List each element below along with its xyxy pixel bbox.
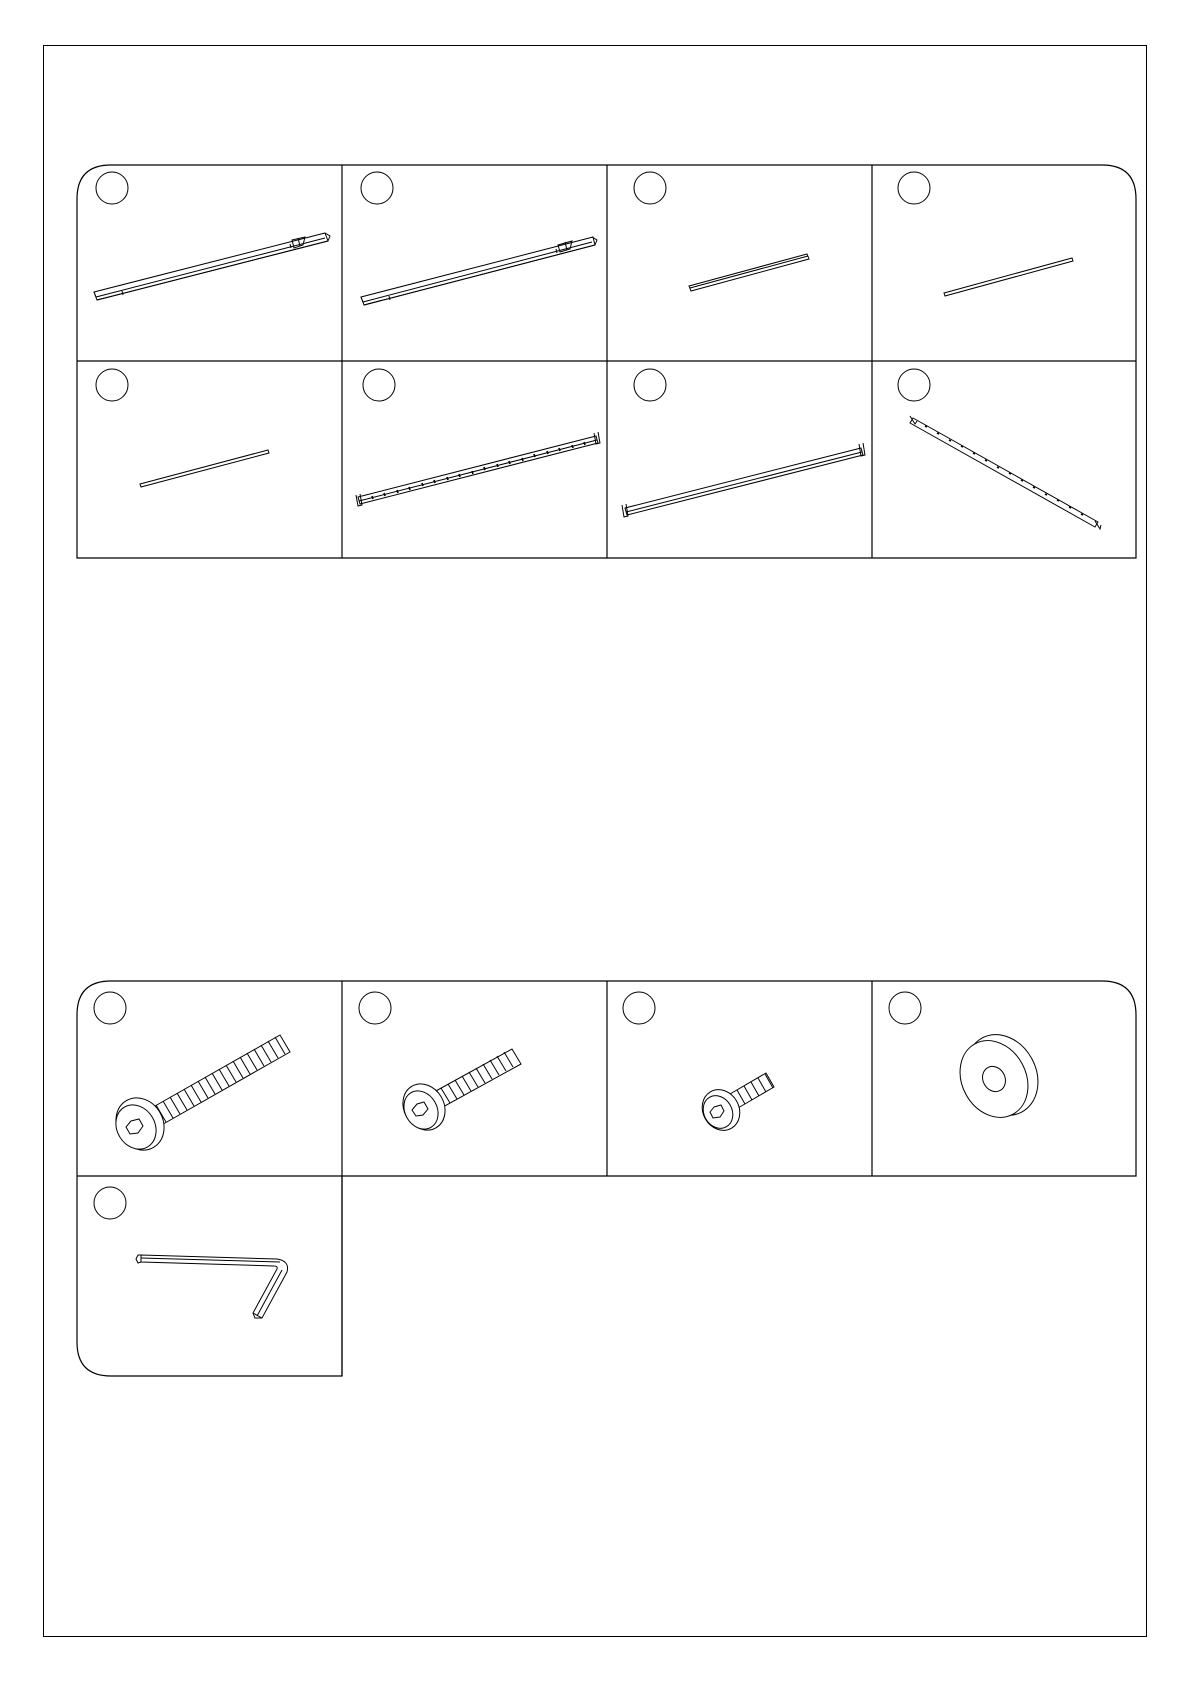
part-cell-a6 — [356, 369, 600, 506]
washer-icon — [947, 1022, 1052, 1129]
short-rod-icon — [689, 254, 809, 291]
thin-rod-icon — [944, 258, 1073, 296]
long-flat-bar-icon — [622, 443, 865, 517]
part-cell-a3 — [634, 172, 809, 291]
part-number-circle — [94, 1187, 126, 1219]
part-number-circle — [898, 172, 930, 204]
part-number-circle — [898, 369, 930, 401]
part-cell-a4 — [898, 172, 1073, 296]
part-cell-b2 — [359, 992, 521, 1138]
part-cell-a1 — [94, 172, 330, 300]
part-number-circle — [361, 172, 393, 204]
part-cell-b1 — [94, 992, 290, 1159]
perforated-bar-icon — [910, 416, 1101, 529]
part-number-circle — [889, 992, 921, 1024]
part-cell-a2 — [361, 172, 597, 305]
part-number-circle — [623, 992, 655, 1024]
part-cell-a7 — [622, 369, 865, 517]
bolt-icon — [107, 1035, 290, 1159]
part-cell-b4 — [889, 992, 1052, 1129]
part-number-circle — [96, 369, 128, 401]
part-cell-b3 — [623, 992, 774, 1137]
long-rail-icon — [361, 237, 597, 305]
part-number-circle — [634, 369, 666, 401]
bolt-icon — [695, 1073, 774, 1137]
parts-panel — [77, 165, 1136, 558]
thin-rod-icon — [140, 450, 269, 487]
hardware-panel — [77, 981, 1136, 1376]
perforated-bar-icon — [356, 432, 600, 506]
long-rail-icon — [94, 233, 330, 300]
part-cell-a8 — [898, 369, 1101, 529]
part-number-circle — [94, 992, 126, 1024]
bolt-icon — [395, 1049, 521, 1138]
part-number-circle — [363, 369, 395, 401]
part-number-circle — [96, 172, 128, 204]
part-number-circle — [359, 992, 391, 1024]
allen-key-icon — [136, 1255, 288, 1318]
part-cell-a5 — [96, 369, 269, 487]
part-number-circle — [634, 172, 666, 204]
part-cell-b5 — [94, 1187, 288, 1318]
